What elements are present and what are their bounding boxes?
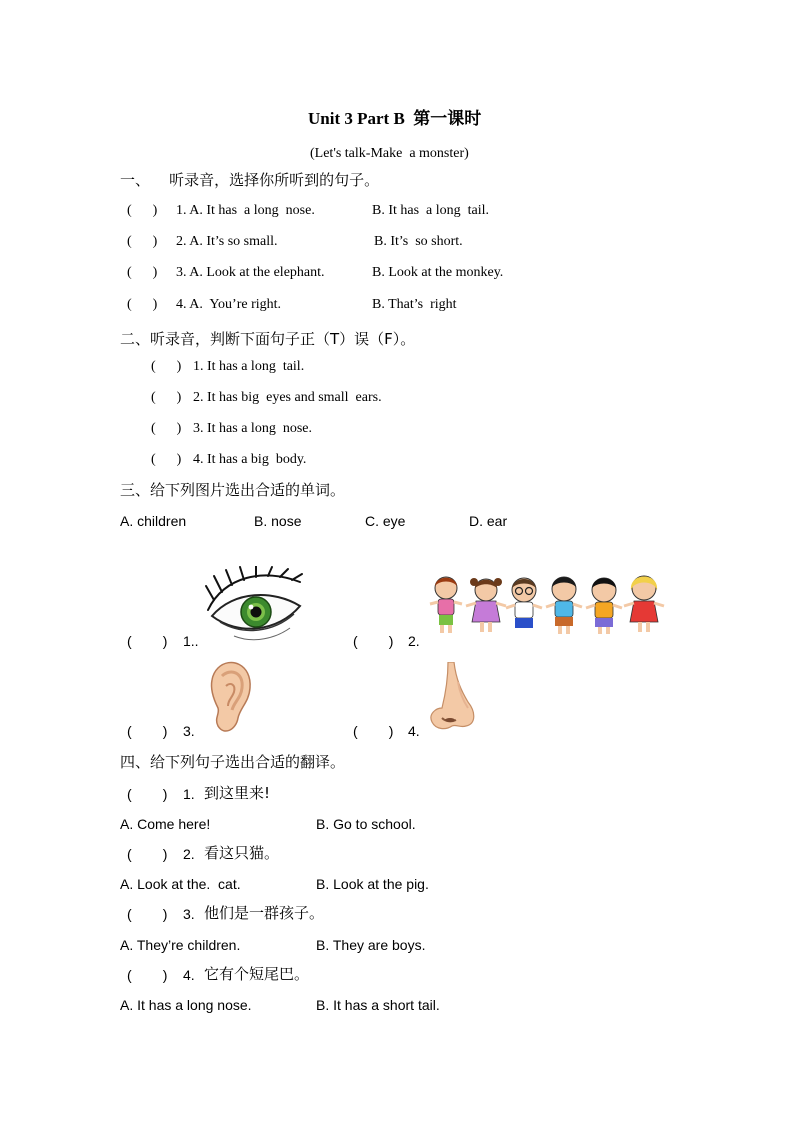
- word-option: D. ear: [469, 513, 508, 529]
- nose-picture: [428, 662, 478, 732]
- answer-bracket[interactable]: ( ): [353, 633, 394, 649]
- question-number: 2.: [408, 633, 420, 649]
- question-number: 2.: [183, 846, 195, 862]
- statement: 2. It has big eyes and small ears.: [193, 390, 382, 405]
- answer-bracket[interactable]: ( ): [353, 723, 394, 739]
- section1-heading: 一、 听录音，选择你所听到的句子。: [120, 171, 380, 189]
- question-number: 3.: [183, 906, 195, 922]
- ear-picture: [208, 660, 254, 736]
- option-b: B. It has a long tail.: [372, 203, 490, 218]
- option-b: B. Go to school.: [316, 816, 416, 832]
- option-a: 1. A. It has a long nose.: [176, 203, 315, 218]
- question-number: 4.: [183, 967, 195, 983]
- question-number: 3.: [183, 723, 195, 739]
- option-a: A. They’re children.: [120, 937, 241, 953]
- answer-bracket[interactable]: ( ): [127, 234, 158, 249]
- question-number: 1.: [183, 786, 195, 802]
- option-b: B. That’s right: [372, 297, 457, 312]
- question-number: 4.: [408, 723, 420, 739]
- question-number: 1..: [183, 633, 199, 649]
- statement: 3. It has a long nose.: [193, 421, 312, 436]
- answer-bracket[interactable]: ( ): [151, 390, 182, 405]
- answer-bracket[interactable]: ( ): [151, 359, 182, 374]
- option-b: B. They are boys.: [316, 937, 426, 953]
- statement: 1. It has a long tail.: [193, 359, 305, 374]
- answer-bracket[interactable]: ( ): [127, 203, 158, 218]
- option-a: 3. A. Look at the elephant.: [176, 265, 325, 280]
- option-b: B. It’s so short.: [374, 234, 463, 249]
- chinese-sentence: 到这里来!: [204, 784, 271, 802]
- option-b: B. It has a short tail.: [316, 997, 440, 1013]
- statement: 4. It has a big body.: [193, 452, 307, 467]
- option-a: A. Come here!: [120, 816, 211, 832]
- option-a: A. Look at the. cat.: [120, 876, 241, 892]
- chinese-sentence: 它有个短尾巴。: [204, 965, 310, 983]
- answer-bracket[interactable]: ( ): [151, 421, 182, 436]
- answer-bracket[interactable]: ( ): [127, 633, 168, 649]
- answer-bracket[interactable]: ( ): [127, 723, 168, 739]
- answer-bracket[interactable]: ( ): [127, 906, 168, 922]
- word-option: C. eye: [365, 513, 406, 529]
- option-a: A. It has a long nose.: [120, 997, 252, 1013]
- children-picture: [428, 574, 670, 636]
- answer-bracket[interactable]: ( ): [127, 297, 158, 312]
- answer-bracket[interactable]: ( ): [127, 846, 168, 862]
- chinese-sentence: 他们是一群孩子。: [204, 904, 325, 922]
- option-b: B. Look at the pig.: [316, 876, 429, 892]
- section3-heading: 三、给下列图片选出合适的单词。: [120, 481, 346, 499]
- answer-bracket[interactable]: ( ): [151, 452, 182, 467]
- answer-bracket[interactable]: ( ): [127, 967, 168, 983]
- chinese-sentence: 看这只猫。: [204, 844, 280, 862]
- section4-heading: 四、给下列句子选出合适的翻译。: [120, 753, 346, 771]
- answer-bracket[interactable]: ( ): [127, 265, 158, 280]
- page-title: Unit 3 Part B 第一课时: [308, 109, 482, 128]
- word-option: B. nose: [254, 513, 302, 529]
- option-a: 2. A. It’s so small.: [176, 234, 278, 249]
- option-b: B. Look at the monkey.: [372, 265, 504, 280]
- section2-heading: 二、听录音，判断下面句子正（T）误（F）。: [120, 330, 416, 348]
- eye-picture: [204, 566, 306, 644]
- page-subtitle: (Let's talk-Make a monster): [310, 146, 469, 161]
- option-a: 4. A. You’re right.: [176, 297, 282, 312]
- word-option: A. children: [120, 513, 187, 529]
- answer-bracket[interactable]: ( ): [127, 786, 168, 802]
